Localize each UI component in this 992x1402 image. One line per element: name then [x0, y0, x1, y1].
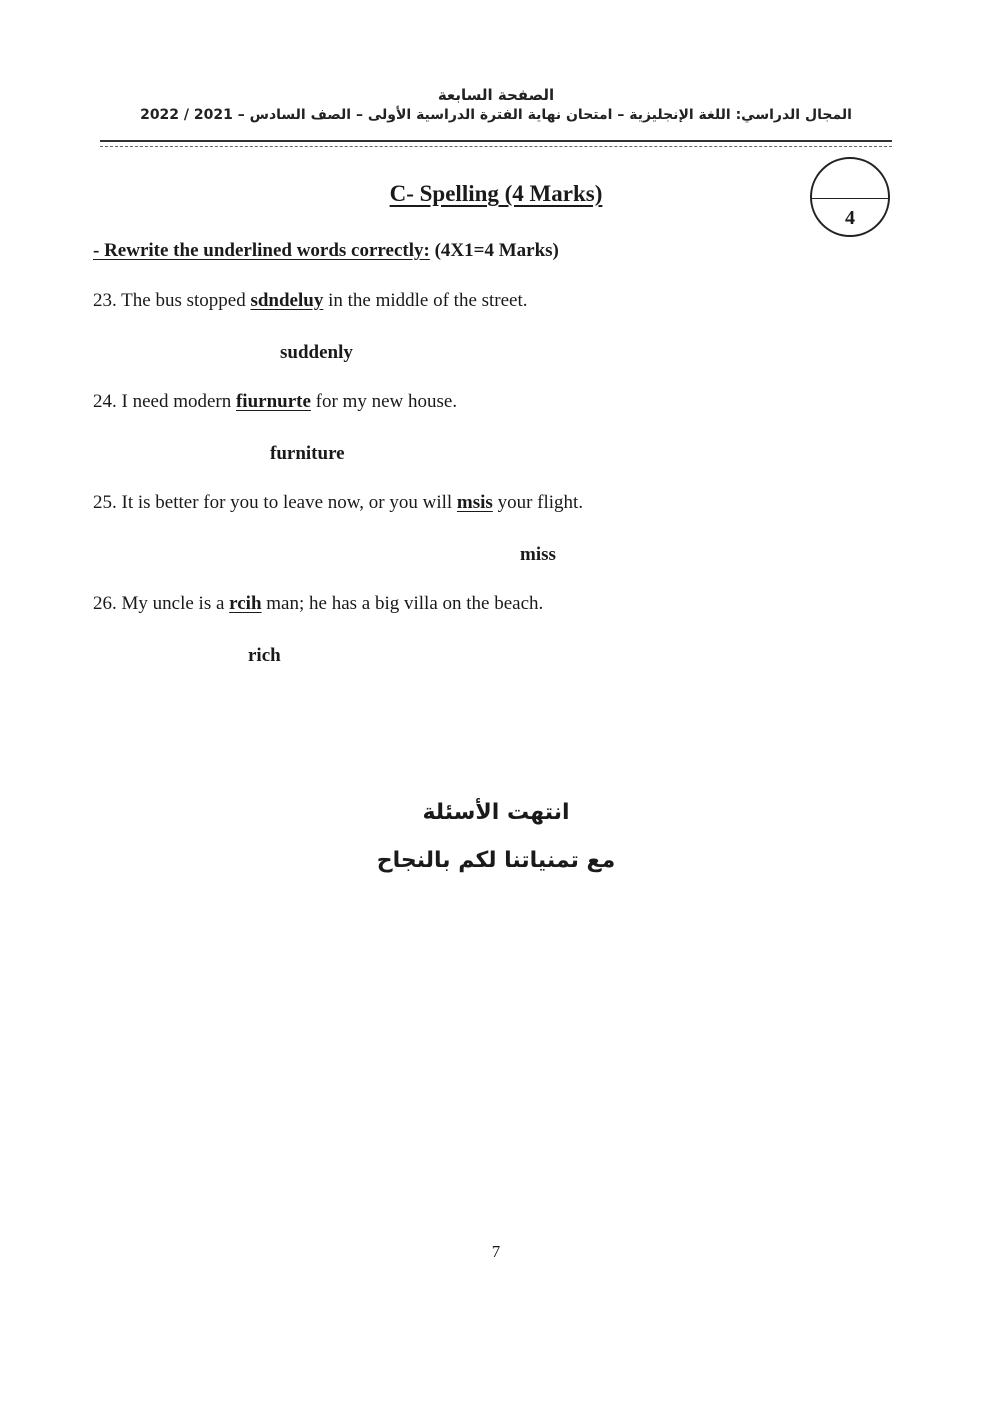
misspelled-word: rcih — [229, 593, 262, 614]
question-text: 26. My uncle is a — [93, 593, 230, 614]
page-number: 7 — [491, 1242, 501, 1261]
question-text: for my new house. — [310, 391, 458, 412]
exam-subject-line: المجال الدراسي: اللغة الإنجليزية – امتحان نهاية الفترة الدراسية الأولى – الصف السادس – 2021 / 2022 — [140, 107, 852, 123]
header-divider — [100, 140, 892, 142]
answer-24: furniture — [270, 443, 345, 464]
header-divider-dashed — [100, 146, 892, 147]
instruction-marks: (4X1=4 Marks) — [434, 240, 559, 261]
question-25 — [93, 492, 583, 514]
question-text: your flight. — [492, 492, 584, 513]
section-title: C- Spelling (4 Marks) — [389, 181, 603, 206]
answer-25: miss — [520, 544, 556, 565]
misspelled-word: fiurnurte — [235, 391, 311, 412]
misspelled-word: msis — [456, 492, 493, 513]
good-luck-wishes: مع تمنياتنا لكم بالنجاح — [376, 848, 616, 873]
question-text: man; he has a big villa on the beach. — [261, 593, 544, 614]
answer-26: rich — [248, 645, 281, 666]
question-26 — [93, 593, 543, 615]
question-text: 23. The bus stopped — [93, 290, 251, 311]
question-23 — [93, 290, 528, 312]
question-text: in the middle of the street. — [323, 290, 528, 311]
question-text: 25. It is better for you to leave now, or you will — [93, 492, 457, 513]
page-label-arabic: الصفحة السابعة — [437, 86, 555, 104]
question-24 — [93, 391, 457, 413]
question-text: 24. I need modern — [93, 391, 236, 412]
answer-23: suddenly — [280, 342, 353, 363]
instruction — [93, 240, 559, 262]
misspelled-word: sdndeluy — [250, 290, 324, 311]
instruction-text: - Rewrite the underlined words correctly: — [93, 240, 430, 261]
score-total: 4 — [845, 207, 855, 229]
end-of-questions: انتهت الأسئلة — [422, 800, 570, 825]
